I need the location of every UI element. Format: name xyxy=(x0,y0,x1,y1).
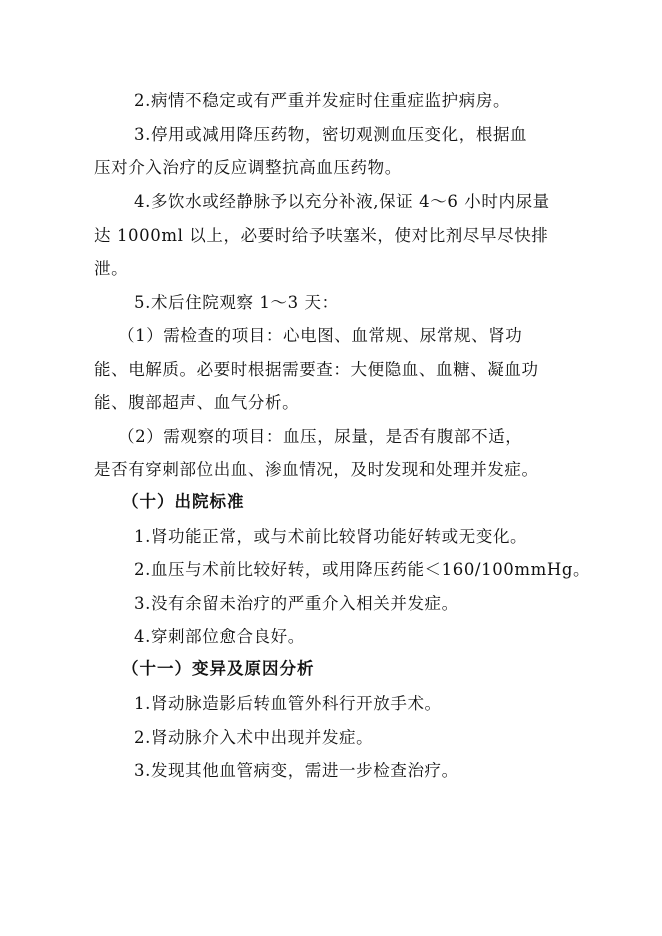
text-line: （1）需检查的项目：心电图、血常规、尿常规、肾功 xyxy=(118,326,523,345)
text-line: 2.病情不稳定或有严重并发症时住重症监护病房。 xyxy=(134,91,511,110)
text-line: 能、电解质。必要时根据需要查：大便隐血、血糖、凝血功 xyxy=(94,360,539,379)
text-line: 3.没有余留未治疗的严重介入相关并发症。 xyxy=(134,594,459,613)
text-line: 2.肾动脉介入术中出现并发症。 xyxy=(134,728,374,747)
text-line: 压对介入治疗的反应调整抗高血压药物。 xyxy=(94,158,402,177)
text-line: 3.停用或减用降压药物，密切观测血压变化，根据血 xyxy=(134,125,528,144)
section-heading: （十）出院标准 xyxy=(122,492,245,511)
text-line: 4.多饮水或经静脉予以充分补液,保证 4～6 小时内尿量 xyxy=(134,192,550,211)
text-line: 4.穿刺部位愈合良好。 xyxy=(134,627,305,646)
text-line: 是否有穿刺部位出血、渗血情况，及时发现和处理并发症。 xyxy=(94,460,539,479)
text-line: 3.发现其他血管病变，需进一步检查治疗。 xyxy=(134,761,459,780)
text-line: （2）需观察的项目：血压，尿量，是否有腹部不适， xyxy=(118,427,523,446)
text-line: 泄。 xyxy=(94,259,129,278)
text-line: 达 1000ml 以上，必要时给予呋塞米，使对比剂尽早尽快排 xyxy=(94,226,549,245)
text-line: 2.血压与术前比较好转，或用降压药能＜160/100mmHg。 xyxy=(134,560,591,579)
text-line: 能、腹部超声、血气分析。 xyxy=(94,393,300,412)
text-line: 1.肾功能正常，或与术前比较肾功能好转或无变化。 xyxy=(134,527,528,546)
section-heading: （十一）变异及原因分析 xyxy=(122,659,315,678)
text-line: 1.肾动脉造影后转血管外科行开放手术。 xyxy=(134,694,442,713)
text-line: 5.术后住院观察 1～3 天： xyxy=(134,293,339,312)
